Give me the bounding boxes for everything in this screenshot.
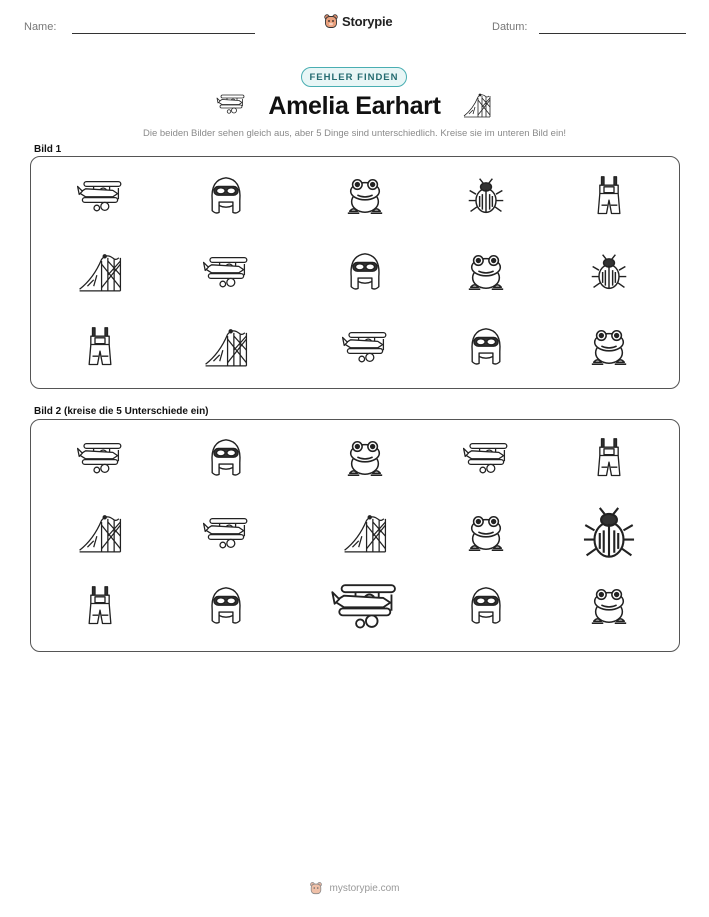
picture2-frog-icon[interactable] (465, 512, 507, 554)
picture1-overalls-icon (85, 325, 115, 369)
picture1-helmet-icon (207, 174, 245, 218)
footer-site: mystorypie.com (329, 882, 400, 894)
picture1-frog-icon (344, 175, 386, 217)
worksheet-type-badge: FEHLER FINDEN (301, 67, 407, 87)
picture1-helmet-icon (467, 325, 505, 369)
instructions: Die beiden Bilder sehen gleich aus, aber 5 Dinge sind unterschiedlich. Kreise sie im unteren Bild ein! (143, 128, 566, 139)
picture1-frog-icon (588, 326, 630, 368)
page-title: Amelia Earhart (268, 92, 441, 120)
picture2-plane-icon[interactable] (462, 440, 510, 476)
name-label: Name: (24, 21, 57, 33)
picture2-overalls-icon[interactable] (85, 584, 115, 628)
storypie-bear-icon (323, 13, 339, 29)
picture2-plane-icon[interactable] (202, 515, 250, 551)
picture1-frog-icon (465, 251, 507, 293)
picture2-rollercoaster-icon[interactable] (343, 512, 387, 554)
storypie-bear-icon (309, 881, 323, 895)
brand-logo (323, 13, 392, 29)
title-rollercoaster-icon (463, 92, 491, 123)
picture2-rollercoaster-icon[interactable] (78, 512, 122, 554)
picture2-plane-icon[interactable] (330, 580, 400, 632)
picture1-plane-icon (76, 178, 124, 214)
picture1-rollercoaster-icon (204, 326, 248, 368)
picture2-plane-icon[interactable] (76, 440, 124, 476)
picture1-beetle-icon (589, 252, 629, 292)
picture1-beetle-icon (466, 176, 506, 216)
brand-name: Storypie (342, 13, 393, 29)
footer (0, 881, 709, 895)
picture2-overalls-icon[interactable] (594, 436, 624, 480)
picture2-frog-icon[interactable] (344, 437, 386, 479)
picture1-label: Bild 1 (34, 144, 62, 155)
picture2-helmet-icon[interactable] (467, 584, 505, 628)
picture2-frog-icon[interactable] (588, 585, 630, 627)
date-field[interactable] (539, 33, 686, 34)
picture2-beetle-icon[interactable] (580, 504, 638, 562)
picture1-helmet-icon (346, 250, 384, 294)
picture1-plane-icon (202, 254, 250, 290)
name-field[interactable] (72, 33, 255, 34)
picture1-rollercoaster-icon (78, 251, 122, 293)
picture2-helmet-icon[interactable] (207, 436, 245, 480)
picture2-label: Bild 2 (kreise die 5 Unterschiede ein) (34, 406, 209, 417)
picture1-overalls-icon (594, 174, 624, 218)
picture2-helmet-icon[interactable] (207, 584, 245, 628)
date-label: Datum: (492, 21, 528, 33)
picture1-plane-icon (341, 329, 389, 365)
